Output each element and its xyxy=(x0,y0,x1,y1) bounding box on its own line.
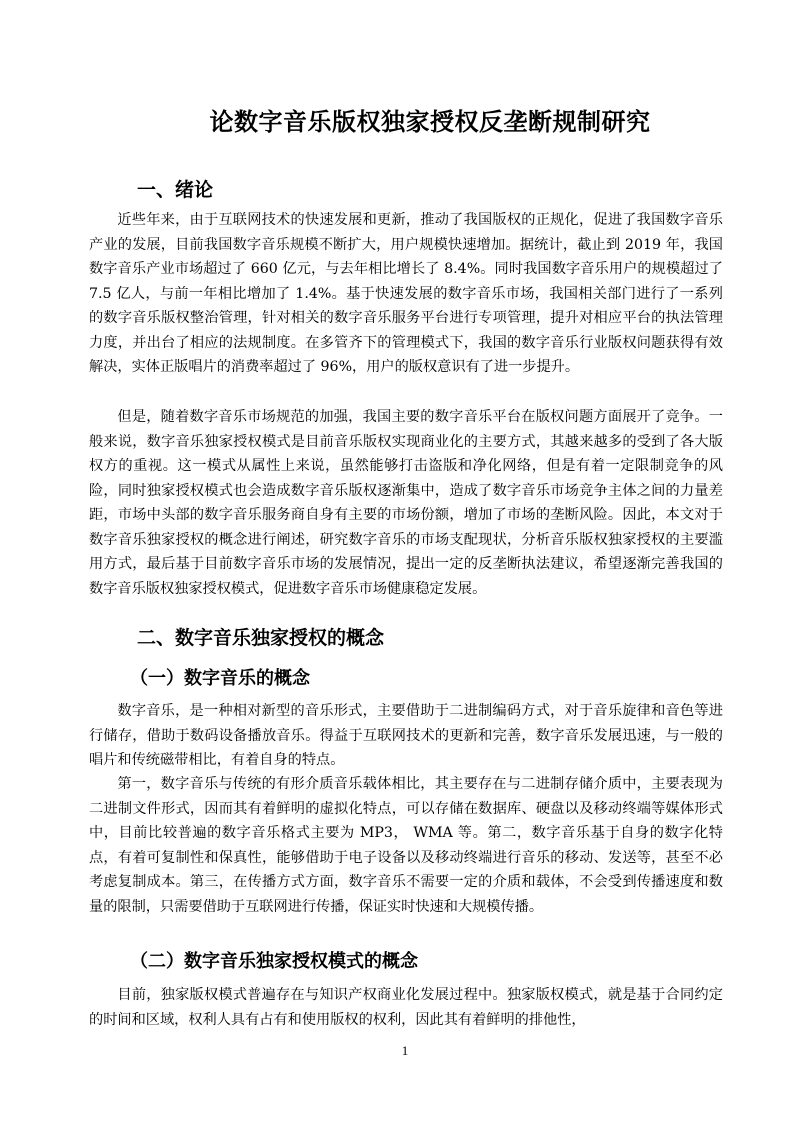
intro-paragraph-1: 近些年来，由于互联网技术的快速发展和更新，推动了我国版权的正规化，促进了我国数字音乐产业的发展，目前我国数字音乐规模不断扩大，用户规模快速增加。据统计，截止到 2019 年，我国数字音乐产业市场超过了 660 亿元，与去年相比增长了 8.4%。同时我国数字音乐用户的规模超过了 7.5 亿人，与前一年相比增加了 1.4%。基于快速发展的数字音乐市场，我国相关部门进行了一系列的数字音乐版权整治管理，针对相关的数字音乐服务平台进行专项管理，提升对相应平台的执法管理力度，并出台了相应的法规制度。在多管齐下的管理模式下，我国的数字音乐行业版权问题获得有效解决，实体正版唱片的消费率超过了 96%，用户的版权意识有了进一步提升。 xyxy=(89,212,723,375)
digital-music-paragraph-2: 第一，数字音乐与传统的有形介质音乐载体相比，其主要存在与二进制存储介质中，主要表现为二进制文件形式，因而其有着鲜明的虚拟化特点，可以存储在数据库、硬盘以及移动终端等媒体形式中，目前比较普遍的数字音乐格式主要为 MP3， WMA 等。第二，数字音乐基于自身的数字化特点，有着可复制性和保真性，能够借助于电子设备以及移动终端进行音乐的移动、发送等，甚至不必考虑复制成本。第三，在传播方式方面，数字音乐不需要一定的介质和载体，不会受到传播速度和数量的限制，只需要借助于互联网进行传播，保证实时快速和大规模传播。 xyxy=(89,776,723,915)
page-number: 1 xyxy=(401,1043,409,1058)
section-heading-concept: 二、数字音乐独家授权的概念 xyxy=(137,627,385,649)
intro-paragraph-2: 但是，随着数字音乐市场规范的加强，我国主要的数字音乐平台在版权问题方面展开了竞争。一般来说，数字音乐独家授权模式是目前音乐版权实现商业化的主要方式，其越来越多的受到了各大版权方的重视。这一模式从属性上来说，虽然能够打击盗版和净化网络，但是有着一定限制竞争的风险，同时独家授权模式也会造成数字音乐版权逐渐集中，造成了数字音乐市场竞争主体之间的力量差距，市场中头部的数字音乐服务商自身有主要的市场份额，增加了市场的垄断风险。因此，本文对于数字音乐独家授权的概念进行阐述，研究数字音乐的市场支配现状，分析音乐版权独家授权的主要滥用方式，最后基于目前数字音乐市场的发展情况，提出一定的反垄断执法建议，希望逐渐完善我国的数字音乐版权独家授权模式，促进数字音乐市场健康稳定发展。 xyxy=(89,409,723,597)
exclusive-license-paragraph-1: 目前，独家版权模式普遍存在与知识产权商业化发展过程中。独家版权模式，就是基于合同约定的时间和区域，权利人具有占有和使用版权的权利，因此其有着鲜明的排他性， xyxy=(89,987,723,1028)
digital-music-paragraph-1: 数字音乐，是一种相对新型的音乐形式，主要借助于二进制编码方式，对于音乐旋律和音色等进行储存，借助于数码设备播放音乐。得益于互联网技术的更新和完善，数字音乐发展迅速，与一般的唱片和传统磁带相比，有着自身的特点。 xyxy=(89,703,723,768)
document-title: 论数字音乐版权独家授权反垄断规制研究 xyxy=(209,108,651,136)
subsection-heading-digital-music: （一）数字音乐的概念 xyxy=(130,668,310,689)
subsection-heading-exclusive-license: （二）数字音乐独家授权模式的概念 xyxy=(130,951,418,972)
section-heading-introduction: 一、绪论 xyxy=(137,179,214,201)
